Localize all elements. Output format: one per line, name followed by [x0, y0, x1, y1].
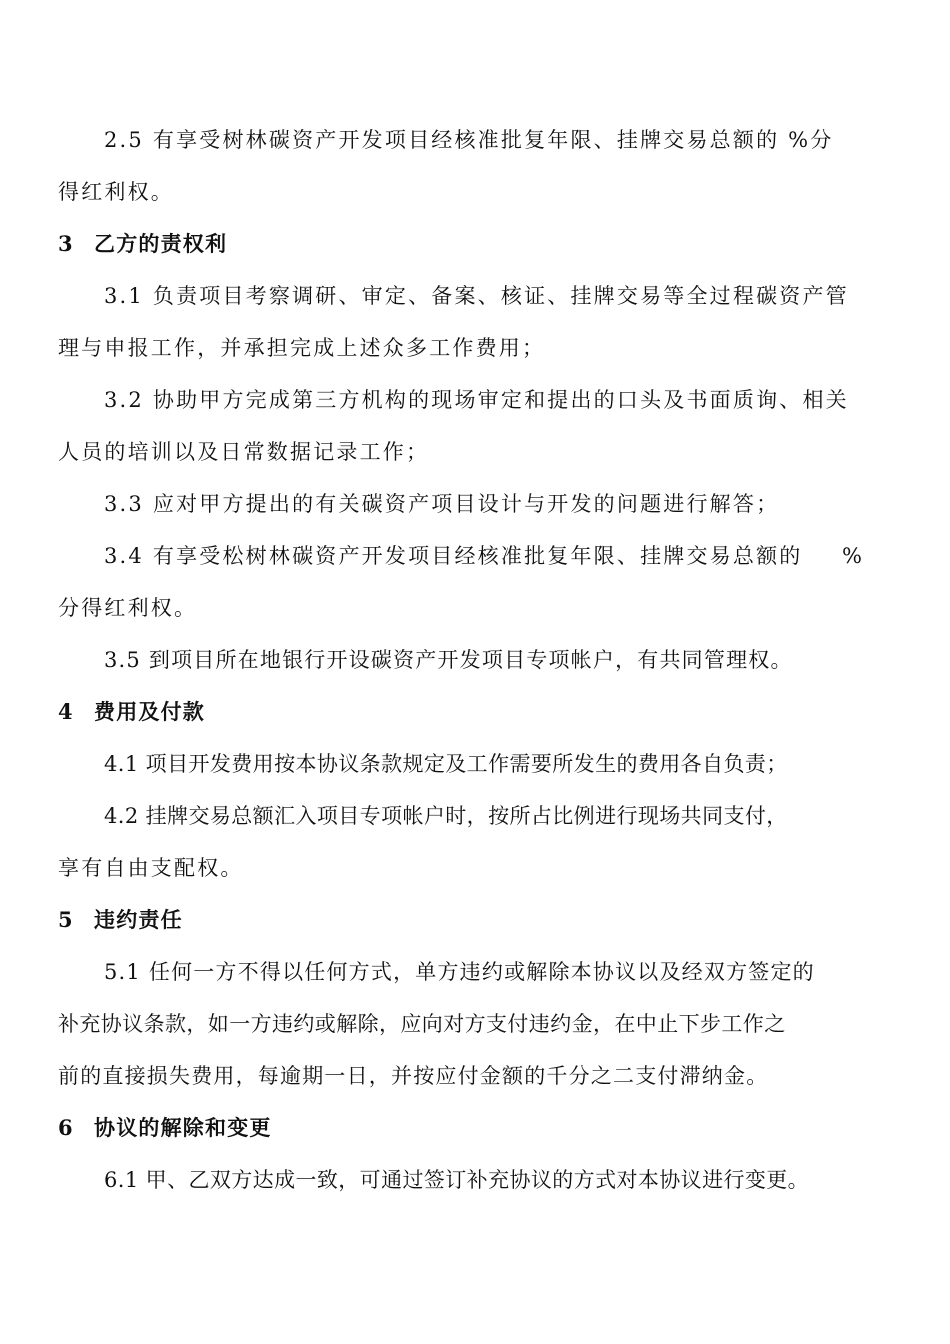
clause-3-3-text: 3.3 应对甲方提出的有关碳资产项目设计与开发的问题进行解答； [104, 492, 780, 516]
clause-3-1-line-2 [0, 328, 950, 368]
section-title: 违约责任 [94, 907, 183, 932]
clause-3-5-text: 3.5 到项目所在地银行开设碳资产开发项目专项帐户，有共同管理权。 [104, 648, 793, 672]
clause-2-5-line-1 [0, 120, 950, 160]
clause-2-5-text: 2.5 有享受树林碳资产开发项目经核准批复年限、挂牌交易总额的 %分 [104, 128, 834, 152]
clause-6-1-line-1 [0, 1160, 950, 1200]
section-6-heading [0, 1108, 950, 1148]
clause-2-5-text-cont: 得红利权。 [58, 180, 174, 204]
clause-5-1-text-cont: 补充协议条款，如一方违约或解除，应向对方支付违约金，在中止下步工作之 [58, 1012, 786, 1036]
section-number: 4 [58, 699, 73, 724]
clause-3-2-line-1 [0, 380, 950, 420]
clause-5-1-text: 5.1 任何一方不得以任何方式，单方违约或解除本协议以及经双方签定的 [104, 960, 815, 984]
clause-6-1-text: 6.1 甲、乙双方达成一致，可通过签订补充协议的方式对本协议进行变更。 [104, 1168, 810, 1192]
section-3-heading [0, 224, 950, 264]
clause-4-2-text: 4.2 挂牌交易总额汇入项目专项帐户时，按所占比例进行现场共同支付， [104, 804, 788, 828]
clause-4-2-text-cont: 享有自由支配权。 [58, 856, 244, 880]
clause-5-1-text-cont-2: 前的直接损失费用，每逾期一日，并按应付金额的千分之二支付滞纳金。 [58, 1064, 769, 1088]
section-title: 费用及付款 [94, 699, 205, 724]
section-number: 3 [58, 231, 73, 256]
clause-4-2-line-2 [0, 848, 950, 888]
clause-3-1-text: 3.1 负责项目考察调研、审定、备案、核证、挂牌交易等全过程碳资产管 [104, 284, 849, 308]
clause-3-2-text: 3.2 协助甲方完成第三方机构的现场审定和提出的口头及书面质询、相关 [104, 388, 849, 412]
clause-3-3-line-1 [0, 484, 950, 524]
clause-3-4-line-2 [0, 588, 950, 628]
clause-5-1-line-1 [0, 952, 950, 992]
clause-3-4-text: 3.4 有享受松树林碳资产开发项目经核准批复年限、挂牌交易总额的 [104, 544, 803, 568]
clause-4-1-line-1 [0, 744, 950, 784]
clause-3-5-line-1 [0, 640, 950, 680]
clause-4-2-line-1 [0, 796, 950, 836]
section-number: 6 [58, 1115, 73, 1140]
section-5-heading [0, 900, 950, 940]
clause-3-1-text-cont: 理与申报工作，并承担完成上述众多工作费用； [58, 336, 546, 360]
section-title: 协议的解除和变更 [94, 1115, 272, 1140]
clause-3-4-line-1 [0, 536, 950, 576]
clause-5-1-line-2 [0, 1004, 950, 1044]
clause-3-1-line-1 [0, 276, 950, 316]
clause-2-5-line-2 [0, 172, 950, 212]
section-title: 乙方的责权利 [94, 231, 228, 256]
section-4-heading [0, 692, 950, 732]
percent-sign: % [842, 544, 862, 568]
section-number: 5 [58, 907, 73, 932]
clause-3-2-line-2 [0, 432, 950, 472]
clause-4-1-text: 4.1 项目开发费用按本协议条款规定及工作需要所发生的费用各自负责； [104, 752, 788, 776]
clause-3-2-text-cont: 人员的培训以及日常数据记录工作； [58, 440, 430, 464]
clause-3-4-text-cont: 分得红利权。 [58, 596, 198, 620]
clause-5-1-line-3 [0, 1056, 950, 1096]
